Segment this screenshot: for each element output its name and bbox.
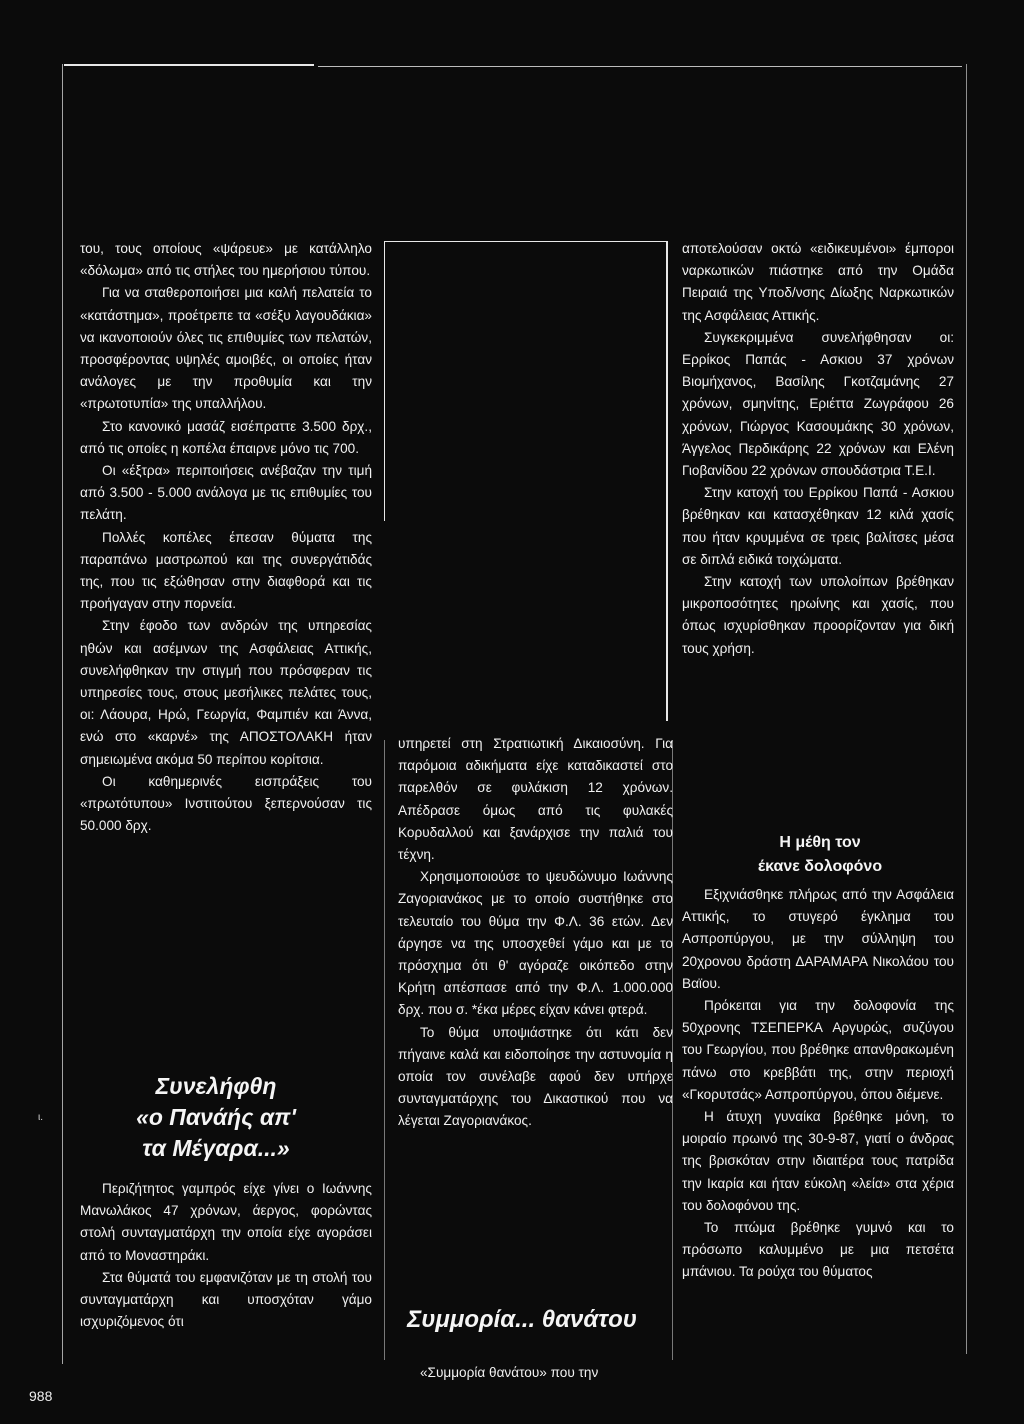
headline-drunk-murderer xyxy=(700,831,940,879)
col2-box-inner-rule xyxy=(384,241,385,521)
paragraph: Η άτυχη γυναίκα βρέθηκε μόνη, το μοιραίο πρωινό της 30-9-87, γιατί ο άνδρας της βρισκόταν στην ιδιαιτέρα τους πατρίδα την Ικαρία και ήταν εύκολη «λεία» στα χέρια του δολοφόνου της. xyxy=(682,1109,954,1213)
paragraph: Περιζήτητος γαμπρός είχε γίνει ο Ιωάννης Μανωλάκος 47 χρόνων, άεργος, φορώντας στολή συνταγματάρχη την οποία είχε αγοράσει από το Μοναστηράκι. xyxy=(80,1181,372,1263)
headline-death-gang: Συμμορία... θανάτου xyxy=(407,1306,637,1333)
margin-mark: ι. xyxy=(38,1112,43,1123)
paragraph: Το θύμα υποψιάστηκε ότι κάτι δεν πήγαινε καλά και ειδοποίησε την αστυνομία η οποία τον συνέλαβε αφού δεν υπήρχε συνταγματάρχης του Δικαστικού που να λέγεται Ζαγοριανάκος. xyxy=(398,1024,673,1129)
paragraph: Χρησιμοποιούσε το ψευδώνυμο Ιωάννης Ζαγοριανάκος με το οποίο συστήθηκε στο τελευταίο του θύμα την Φ.Λ. 36 ετών. Δεν άργησε να της υποσχεθεί γάμο και με το πρόσχημα ότι θ' αγόραζε οικόπεδο στην Κρήτη απέσπασε από την Φ.Λ. 1.000.000 δρχ. που σ. *έκα μέρες είχαν κάνει φτερά. xyxy=(398,869,673,1018)
left-margin-rule xyxy=(62,64,63,1364)
page-number: 988 xyxy=(29,1388,53,1404)
top-rule-right xyxy=(318,66,962,67)
paragraph: αποτελούσαν οκτώ «ειδικευμένοι» έμποροι ναρκωτικών πιάστηκε από την Ομάδα Πειραιά της Υποδ/νσης Δίωξης Ναρκωτικών της Ασφάλειας Αττικής. xyxy=(682,241,954,323)
paragraph: υπηρετεί στη Στρατιωτική Δικαιοσύνη. Για παρόμοια αδικήματα είχε καταδικαστεί στο παρελθόν σε φυλάκιση 12 χρόνων. Απέδρασε όμως από τις φυλακές Κορυδαλλού και ξανάρχισε την παλιά του τέχνη. xyxy=(398,736,673,863)
paragraph: «Συμμορία θανάτου» που την xyxy=(420,1365,599,1380)
column-1-lower-text xyxy=(80,1178,372,1333)
column-3-text xyxy=(682,238,954,660)
column-2-lower-text xyxy=(398,1362,673,1384)
paragraph: Εξιχνιάσθηκε πλήρως από την Ασφάλεια Αττικής, το στυγερό έγκλημα του Ασπροπύργου, με την σύλληψη του 20χρονου δράστη ΔΑΡΑΜΑΡΑ Νικολάου του Βαϊου. xyxy=(682,887,954,991)
right-margin-rule xyxy=(966,64,967,1354)
paragraph: Στην έφοδο των ανδρών της υπηρεσίας ηθών και ασέμνων της Ασφάλειας Αττικής, συνελήφθηκαν την στιγμή που πρόσφεραν τις υπηρεσίες τους, στους μεσήλικες πελάτες τους, οι: Λάουρα, Ηρώ, Γεωργία, Φαμπιέν και Άννα, ενώ στο «καρνέ» της ΑΠΟΣΤΟΛΑΚΗ ήταν σημειωμένα ακόμα 50 περίπου κορίτσια. xyxy=(80,618,372,767)
column-3-lower-text xyxy=(682,884,954,1284)
paragraph: Στα θύματά του εμφανιζόταν με τη στολή του συνταγματάρχη και υποσχόταν γάμο ισχυριζόμενος ότι xyxy=(80,1269,372,1330)
col2-top-rule xyxy=(384,241,666,242)
paragraph: Οι «έξτρα» περιποιήσεις ανέβαζαν την τιμή από 3.500 - 5.000 ανάλογα με τις επιθυμίες του πελάτη. xyxy=(80,463,372,523)
headline-line: τα Μέγαρα...» xyxy=(142,1135,290,1161)
column-1-text xyxy=(80,238,372,837)
headline-line: Η μέθη τον xyxy=(779,834,861,852)
col2-box-right-rule xyxy=(666,241,668,721)
paragraph: Οι καθημερινές εισπράξεις του «πρωτότυπου» Ινστιτούτου ξεπερνούσαν τις 50.000 δρχ. xyxy=(80,773,372,834)
headline-line: έκανε δολοφόνο xyxy=(757,858,883,876)
paragraph: Στην κατοχή των υπολοίπων βρέθηκαν μικροποσότητες ηρωίνης και χασίς, που όπως ισχυρίσθηκαν προορίζονταν για δική τους χρήση. xyxy=(682,574,954,656)
paragraph: Συγκεκριμμένα συνελήφθησαν οι: Ερρίκος Παπάς - Ασκιου 37 χρόνων Βιομήχανος, Βασίλης Γκοτζαμάνης 27 χρόνων, σμηνίτης, Εριέττα Ζωγράφου 26 χρόνων, Γιώργος Κασουμάκης 30 χρόνων, Άγγελος Περδικάρης 22 χρόνων και Ελένη Γιοβανίδου 22 χρόνων σπουδάστρια Τ.Ε.Ι. xyxy=(682,329,954,479)
paragraph: Πρόκειται για την δολοφονία της 50χρονης ΤΣΕΠΕΡΚΑ Αργυρώς, συζύγου του Γεωργίου, που βρέθηκε απανθρακωμένη πάνω στο κρεββάτι της, στην περιοχή «Γκορυτσάς» Ασπροπύργου, όπου διέμενε. xyxy=(682,998,954,1102)
top-rule-left xyxy=(64,64,314,66)
paragraph: Το πτώμα βρέθηκε γυμνό και το πρόσωπο καλυμμένο με μια πετσέτα μπάνιου. Τα ρούχα του θύματος xyxy=(682,1220,954,1280)
paragraph: Στο κανονικό μασάζ εισέπραττε 3.500 δρχ., από τις οποίες η κοπέλα έπαιρνε μόνο τις 700. xyxy=(80,418,372,456)
paragraph: του, τους οποίους «ψάρευε» με κατάλληλο «δόλωμα» από τις στήλες του ημερήσιου τύπου. xyxy=(80,241,372,279)
headline-line: «ο Πανάής απ' xyxy=(136,1104,296,1130)
paragraph: Στην κατοχή του Ερρίκου Παπά - Ασκιου βρέθηκαν και κατασχέθηκαν 12 κιλά χασίς που ήταν κρυμμένα σε τρεις βαλίτσες μέσα σε διπλά ειδικά τοιχώματα. xyxy=(682,485,954,567)
column-2-text xyxy=(398,733,673,1133)
headline-arrest-panais xyxy=(108,1071,324,1164)
col1-divider-rule xyxy=(384,740,385,1360)
paragraph: Για να σταθεροποιήσει μια καλή πελατεία το «κατάστημα», προέτρεπε τα «σέξυ λαγουδάκια» να ικανοποιούν όλες τις επιθυμίες των πελατών, προσφέροντας υψηλές αμοιβές, οι οποίες ήταν ανάλογες με την προθυμία και την «πρωτοτυπία» της υπαλλήλου. xyxy=(80,285,372,412)
headline-line: Συνελήφθη xyxy=(155,1073,277,1099)
paragraph: Πολλές κοπέλες έπεσαν θύματα της παραπάνω μαστρωπού και της συνεργάτιδάς της, που τις εξώθησαν στην διαφθορά και τις προήγαγαν στην πορνεία. xyxy=(80,529,372,612)
